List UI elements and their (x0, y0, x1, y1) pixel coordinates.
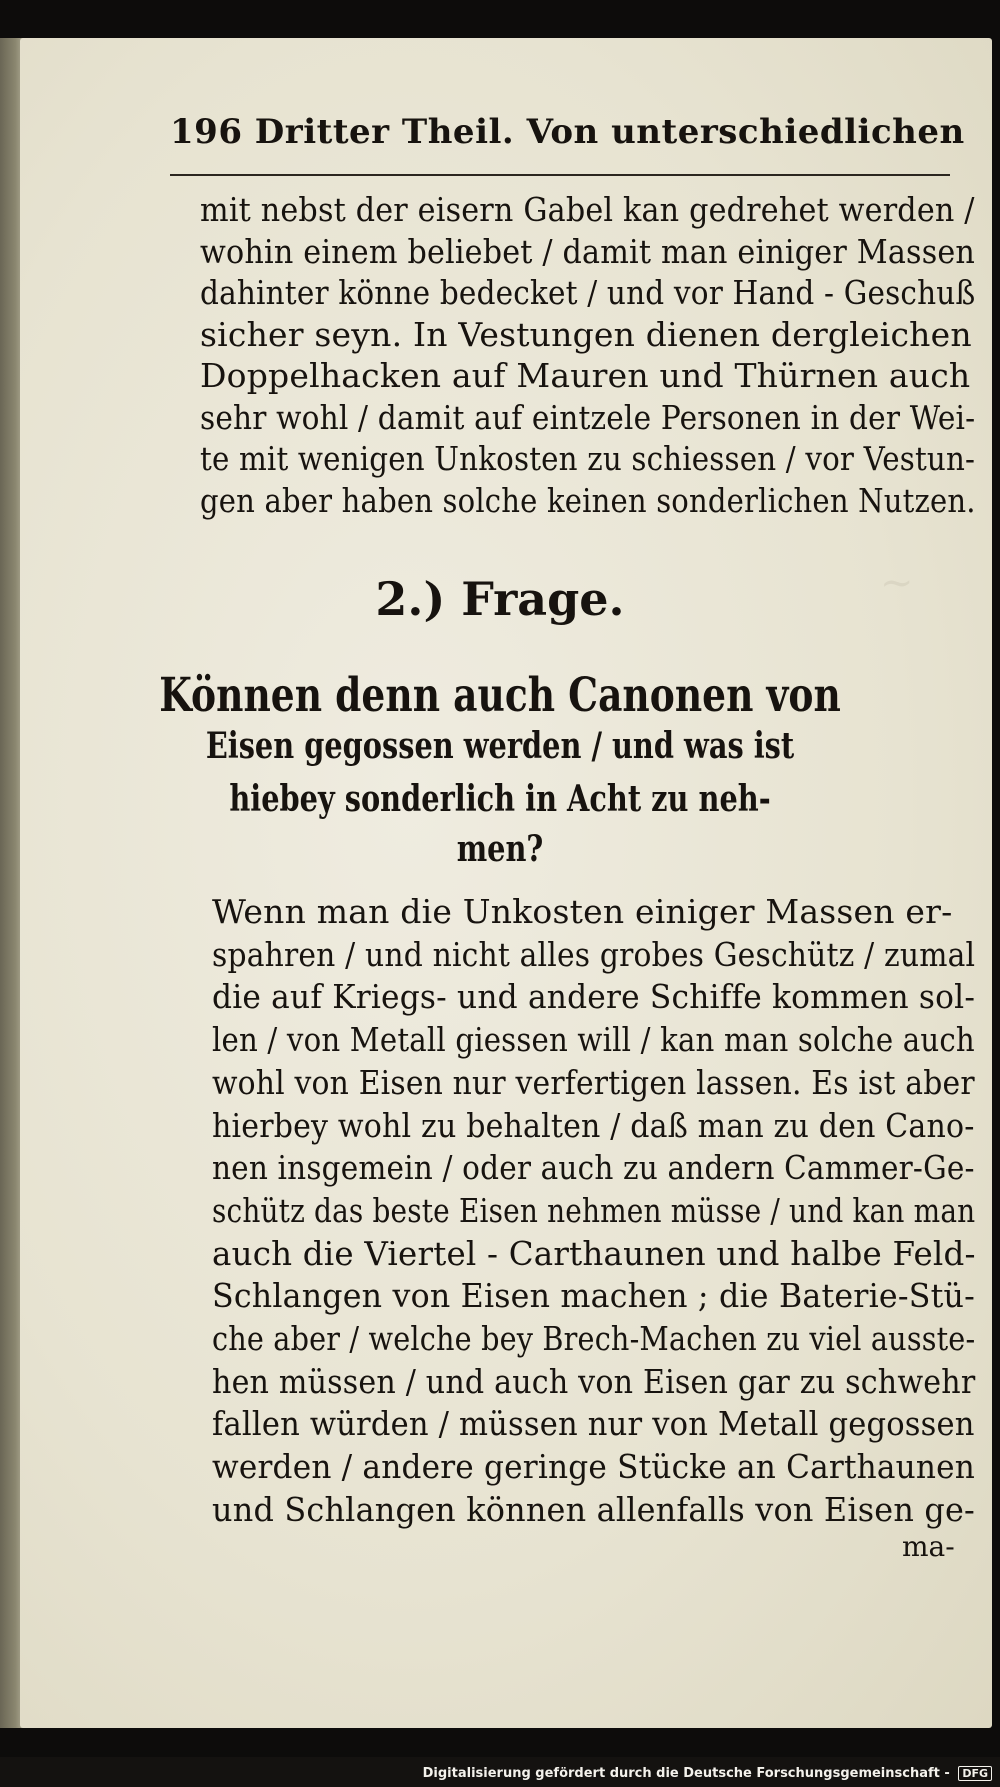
text-line: werden / andere geringe Stücke an Carthaunen (212, 1447, 976, 1487)
text-line: gen aber haben solche keinen sonderlichen Nutzen. (200, 480, 976, 520)
question-line-1: Können denn auch Canonen von (159, 668, 841, 723)
catchword: ma- (902, 1530, 955, 1563)
text-line: wohin einem beliebet / damit man einiger Massen (200, 231, 976, 271)
question-line-3: hiebey sonderlich in Acht zu neh- (229, 778, 771, 820)
text-line: hen müssen / und auch von Eisen gar zu schwehr (212, 1361, 976, 1401)
dfg-logo-icon: DFG (958, 1766, 992, 1781)
text-line: mit nebst der eisern Gabel kan gedrehet werden / (200, 190, 975, 229)
text-line: sicher seyn. In Vestungen dienen dergleichen (200, 314, 972, 354)
text-line: spahren / und nicht alles grobes Geschütz / zumal (212, 934, 976, 974)
question-heading: 2.) Frage. (375, 572, 625, 626)
text-line: Doppelhacken auf Mauren und Thürnen auch (200, 356, 971, 395)
question-line-4: men? (456, 828, 544, 870)
text-line: hierbey wohl zu behalten / daß man zu den Cano- (212, 1105, 975, 1145)
text-line: nen insgemein / oder auch zu andern Cammer-Ge- (212, 1148, 975, 1188)
running-header: 196 Dritter Theil. Von unterschiedlichen (170, 112, 965, 152)
text-line: te mit wenigen Unkosten zu schiessen / vor Vestun- (200, 439, 976, 478)
text-line: dahinter könne bedecket / und vor Hand - Geschuß (200, 273, 976, 312)
text-line: wohl von Eisen nur verfertigen lassen. Es ist aber (212, 1062, 975, 1102)
text-line: che aber / welche bey Brech-Machen zu viel ausste- (212, 1319, 976, 1358)
text-line: len / von Metall giessen will / kan man solche auch (212, 1020, 975, 1060)
text-line: fallen würden / müssen nur von Metall gegossen (212, 1404, 975, 1444)
text-line: auch die Viertel - Carthaunen und halbe Feld- (212, 1233, 976, 1273)
text-line: schütz das beste Eisen nehmen müsse / und kan man (212, 1190, 976, 1230)
header-rule (170, 174, 950, 176)
text-line: sehr wohl / damit auf eintzele Personen in der Wei- (200, 397, 976, 437)
question-line-2: Eisen gegossen werden / und was ist (205, 725, 795, 767)
text-line: Schlangen von Eisen machen ; die Baterie-Stü- (212, 1276, 975, 1316)
footer-credit (423, 1766, 992, 1781)
text-line: die auf Kriegs- und andere Schiffe kommen sol- (212, 977, 976, 1017)
footer-text: Digitalisierung gefördert durch die Deutsche Forschungsgemeinschaft - (422, 1766, 950, 1781)
show-through-mark: ~ (880, 560, 914, 606)
text-line: und Schlangen können allenfalls von Eisen ge- (212, 1489, 976, 1529)
text-line: Wenn man die Unkosten einiger Massen er- (212, 892, 953, 931)
